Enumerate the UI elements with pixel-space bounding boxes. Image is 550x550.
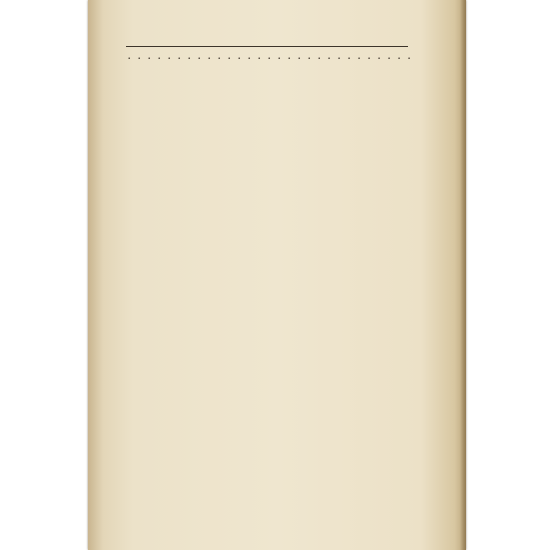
book-page	[88, 0, 466, 550]
table-of-contents	[126, 43, 436, 63]
page-edge-shadow	[460, 0, 466, 550]
toc-entry-epilogue	[126, 51, 436, 63]
section-divider	[126, 46, 408, 47]
dot-leader	[128, 51, 416, 63]
